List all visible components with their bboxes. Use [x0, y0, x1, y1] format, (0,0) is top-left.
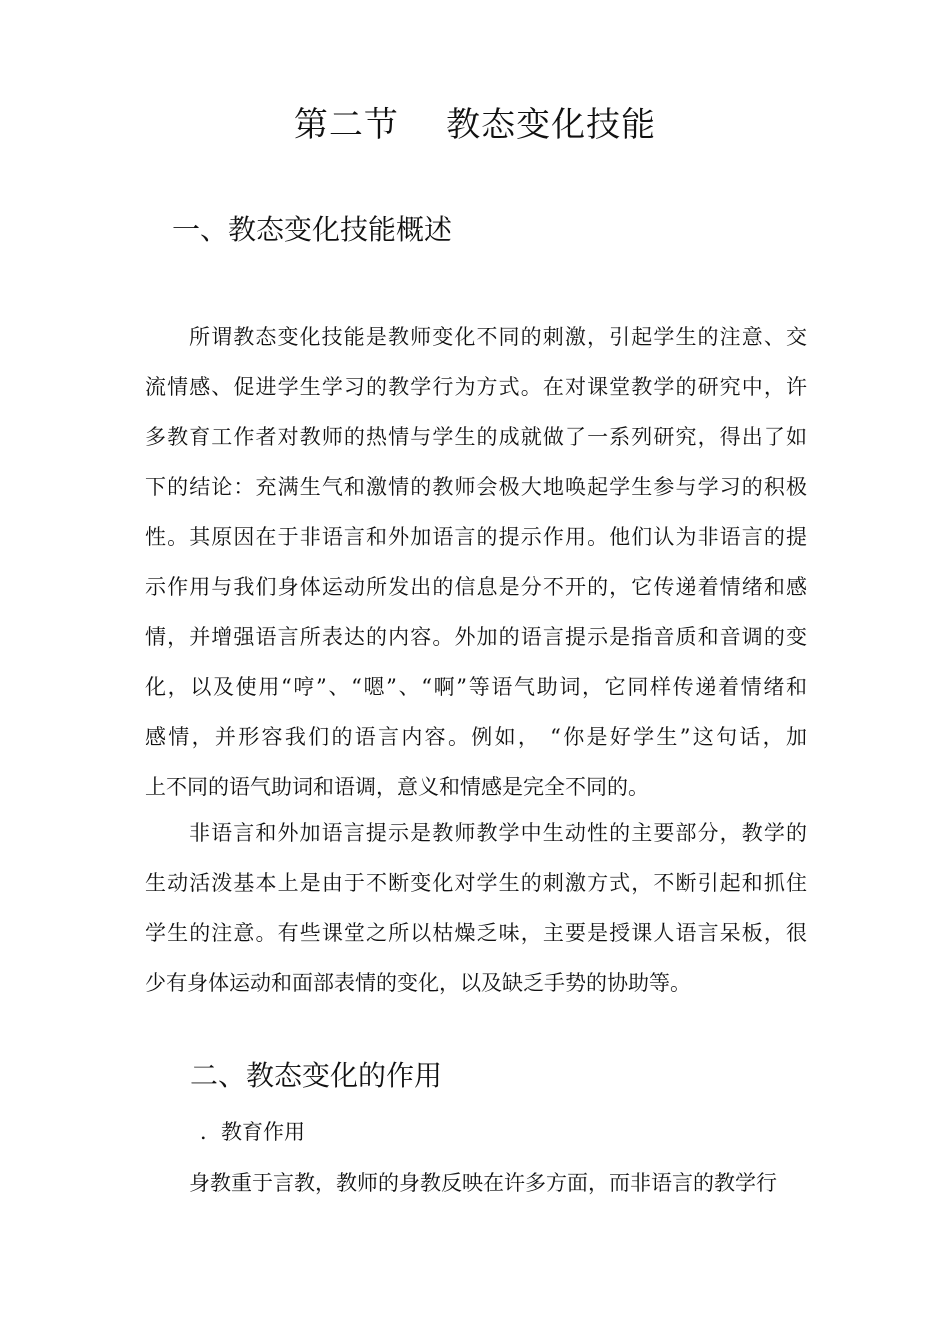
paragraph-line: 化，以及使用“哼”、“嗯”、“啊”等语气助词，它同样传递着情绪和: [145, 675, 807, 699]
section-heading-functions: 二、教态变化的作用: [190, 1059, 443, 1092]
paragraph-line: 下的结论：充满生气和激情的教师会极大地唤起学生参与学习的积极: [145, 475, 807, 499]
paragraph-line: 非语言和外加语言提示是教师教学中生动性的主要部分，教学的: [189, 821, 807, 845]
paragraph-line: 所谓教态变化技能是教师变化不同的刺激，引起学生的注意、交: [189, 325, 807, 349]
page-title: 第二节 教态变化技能: [293, 105, 657, 145]
paragraph-line: 上不同的语气助词和语调，意义和情感是完全不同的。: [145, 775, 649, 799]
section-heading-overview: 一、教态变化技能概述: [172, 213, 453, 246]
paragraph-line: 多教育工作者对教师的热情与学生的成就做了一系列研究，得出了如: [145, 425, 807, 449]
paragraph-line: 流情感、促进学生学习的教学行为方式。在对课堂教学的研究中，许: [145, 375, 807, 399]
paragraph-line: 感情，并形容我们的语言内容。例如， “你是好学生”这句话，加: [145, 725, 807, 749]
subsection-heading-education: ．教育作用: [200, 1120, 305, 1144]
paragraph-nonverbal: [145, 808, 807, 1008]
paragraph-line: 学生的注意。有些课堂之所以枯燥乏味，主要是授课人语言呆板，很: [145, 921, 807, 945]
paragraph-line: 少有身体运动和面部表情的变化，以及缺乏手势的协助等。: [145, 971, 691, 995]
paragraph-line: 性。其原因在于非语言和外加语言的提示作用。他们认为非语言的提: [145, 525, 807, 549]
paragraph-education: [145, 1158, 807, 1208]
paragraph-definition: [145, 312, 807, 812]
paragraph-line: 身教重于言教，教师的身教反映在许多方面，而非语言的教学行: [189, 1171, 777, 1195]
paragraph-line: 生动活泼基本上是由于不断变化对学生的刺激方式，不断引起和抓住: [145, 871, 807, 895]
paragraph-line: 示作用与我们身体运动所发出的信息是分不开的，它传递着情绪和感: [145, 575, 807, 599]
paragraph-line: 情，并增强语言所表达的内容。外加的语言提示是指音质和音调的变: [145, 625, 807, 649]
